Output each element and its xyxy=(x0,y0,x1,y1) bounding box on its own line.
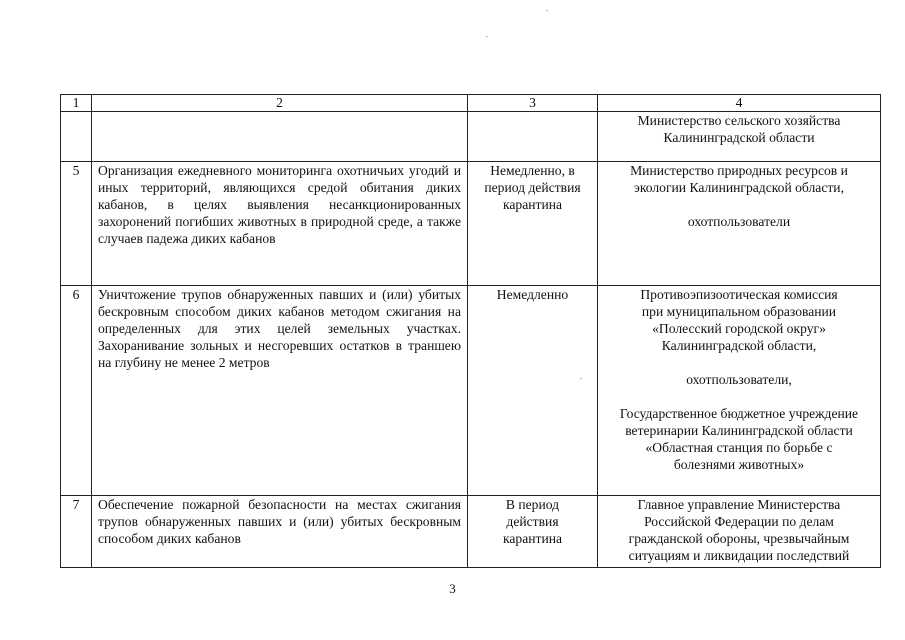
header-cell: 1 xyxy=(61,95,92,112)
page-number: 3 xyxy=(449,581,456,596)
responsible-line: Министерство сельского хозяйства xyxy=(637,113,841,128)
responsible-cell xyxy=(598,112,881,162)
term-line: карантина xyxy=(502,197,563,212)
term-line: период действия xyxy=(484,180,581,195)
measure-cell xyxy=(92,112,468,162)
responsible-line: гражданской обороны, чрезвычайным xyxy=(628,531,850,546)
scan-speck xyxy=(546,10,548,11)
responsible-line: Калининградской области, xyxy=(661,338,817,353)
row-number: 5 xyxy=(61,162,92,286)
row-number: 7 xyxy=(61,496,92,568)
responsible-line: экологии Калининградской области, xyxy=(634,180,844,195)
responsible-line: Главное управление Министерства xyxy=(637,497,841,512)
responsible-line: «Областная станция по борьбе с xyxy=(645,440,833,455)
term-cell xyxy=(468,496,598,568)
term-line: действия xyxy=(506,514,559,529)
header-cell: 3 xyxy=(468,95,598,112)
measure-cell: Организация ежедневного мониторинга охотничьих угодий и иных территорий, являющихся средой обитания диких кабанов, в целях выявления несанкционированных захоронений погибших животных в природной среде, а также случаев падежа диких кабанов xyxy=(92,162,468,286)
term-line: Немедленно, в xyxy=(490,163,575,178)
term-cell xyxy=(468,112,598,162)
responsible-line: Министерство природных ресурсов и xyxy=(630,163,848,178)
responsible-line: ситуациям и ликвидации последствий xyxy=(628,548,850,563)
term-line: карантина xyxy=(502,531,563,546)
num-cell xyxy=(61,112,92,162)
responsible-line: Противоэпизоотическая комиссия xyxy=(640,287,838,302)
measure-cell: Обеспечение пожарной безопасности на местах сжигания трупов обнаруженных павших и (или) убитых бескровным способом диких кабанов xyxy=(92,496,468,568)
header-row xyxy=(61,95,881,112)
table-row xyxy=(61,162,881,286)
scan-speck xyxy=(486,36,488,37)
responsible-line: Государственное бюджетное учреждение xyxy=(619,406,859,421)
term-cell xyxy=(468,286,598,496)
responsible-cell xyxy=(598,162,881,286)
responsible-line: болезнями животных» xyxy=(673,457,805,472)
responsible-line: охотпользователи, xyxy=(686,372,792,387)
responsible-line: Российской Федерации по делам xyxy=(644,514,834,529)
measure-cell: Уничтожение трупов обнаруженных павших и (или) убитых бескровным способом диких кабанов методом сжигания на определенных для этих целей земельных участках. Захоранивание зольных и несгоревших остатков в траншею на глубину не менее 2 метров xyxy=(92,286,468,496)
table-row xyxy=(61,496,881,568)
header-cell: 2 xyxy=(92,95,468,112)
term-cell xyxy=(468,162,598,286)
responsible-line: охотпользователи xyxy=(687,214,791,229)
row-number: 6 xyxy=(61,286,92,496)
responsible-cell xyxy=(598,286,881,496)
responsible-line: «Полесский городской округ» xyxy=(652,321,826,336)
table-row xyxy=(61,286,881,496)
term-line: В период xyxy=(505,497,560,512)
table-row-continuation xyxy=(61,112,881,162)
responsible-line: при муниципальном образовании xyxy=(641,304,837,319)
measures-table xyxy=(60,94,881,568)
responsible-line: ветеринарии Калининградской области xyxy=(625,423,853,438)
responsible-line: Калининградской области xyxy=(663,130,815,145)
responsible-cell xyxy=(598,496,881,568)
header-cell: 4 xyxy=(598,95,881,112)
term-line: Немедленно xyxy=(496,287,569,302)
